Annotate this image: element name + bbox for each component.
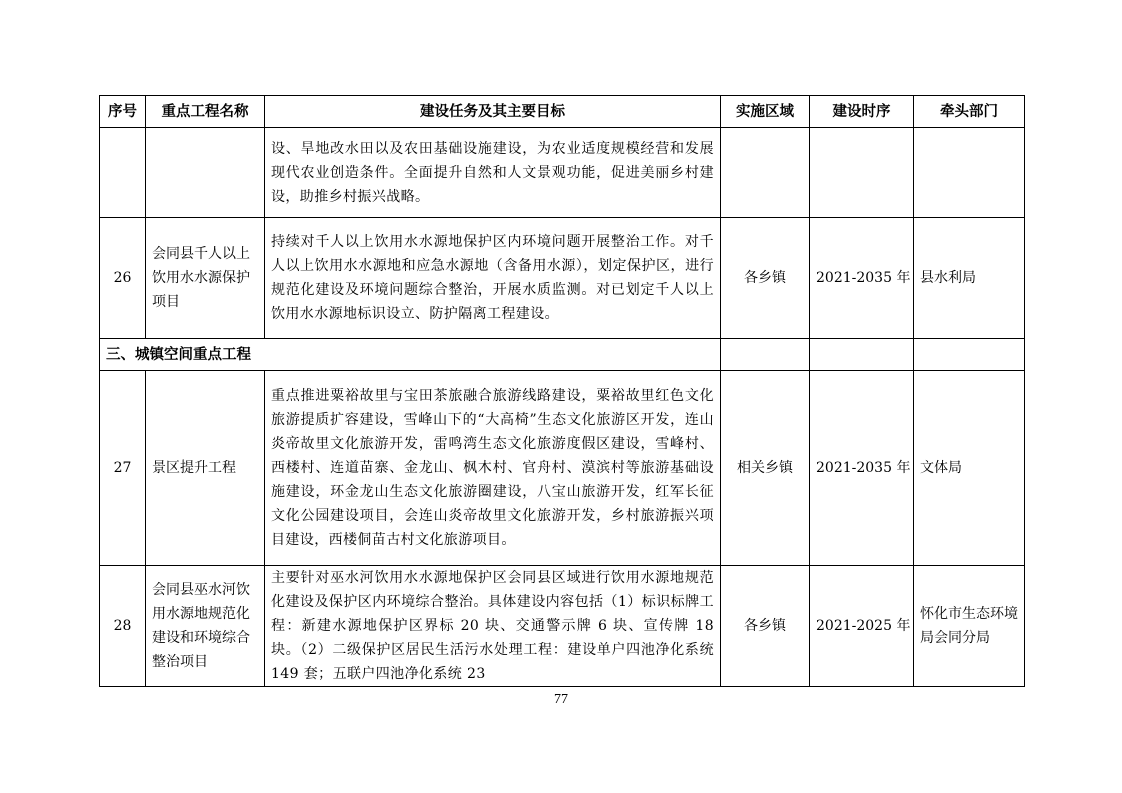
cell-task: 重点推进粟裕故里与宝田茶旅融合旅游线路建设，粟裕故里红色文化旅游提质扩容建设，雪峰山下的“大高椅”生态文化旅游区开发，连山炎帝故里文化旅游开发，雷鸣湾生态文化旅游度假区建设，雪峰村、西楼村、连道苗寨、金龙山、枫木村、官舟村、漠滨村等旅游基础设施建设，环金龙山生态文化旅游圈建设，八宝山旅游开发，红军长征文化公园建设项目，会连山炎帝故里文化旅游开发，乡村旅游振兴项目建设，西楼侗苗古村文化旅游项目。 — [265, 371, 721, 566]
cell-area: 各乡镇 — [721, 566, 810, 687]
table-header-row — [100, 96, 1025, 128]
section-row — [100, 339, 1025, 371]
cell-dept — [914, 128, 1025, 218]
cell-name: 会同县千人以上饮用水水源保护项目 — [146, 218, 265, 339]
project-table — [99, 95, 1025, 687]
cell-no — [100, 128, 146, 218]
table-row — [100, 371, 1025, 566]
cell-name: 景区提升工程 — [146, 371, 265, 566]
cell-name: 会同县巫水河饮用水源地规范化建设和环境综合整治项目 — [146, 566, 265, 687]
header-time: 建设时序 — [810, 96, 914, 128]
cell-task: 持续对千人以上饮用水水源地保护区内环境问题开展整治工作。对千人以上饮用水水源地和应急水源地（含备用水源），划定保护区，进行规范化建设及环境问题综合整治，开展水质监测。对已划定千人以上饮用水水源地标识设立、防护隔离工程建设。 — [265, 218, 721, 339]
section-empty-cell — [721, 339, 810, 371]
section-title: 三、城镇空间重点工程 — [100, 339, 721, 371]
page-number: 77 — [554, 692, 568, 707]
table-row — [100, 566, 1025, 687]
cell-no: 27 — [100, 371, 146, 566]
cell-time — [810, 128, 914, 218]
section-empty-cell — [914, 339, 1025, 371]
cell-time: 2021-2035 年 — [810, 218, 914, 339]
cell-name — [146, 128, 265, 218]
section-empty-cell — [810, 339, 914, 371]
table-row — [100, 128, 1025, 218]
cell-task: 设、旱地改水田以及农田基础设施建设，为农业适度规模经营和发展现代农业创造条件。全面提升自然和人文景观功能，促进美丽乡村建设，助推乡村振兴战略。 — [265, 128, 721, 218]
cell-time: 2021-2025 年 — [810, 566, 914, 687]
cell-no: 28 — [100, 566, 146, 687]
table-row — [100, 218, 1025, 339]
cell-area: 各乡镇 — [721, 218, 810, 339]
cell-task: 主要针对巫水河饮用水水源地保护区会同县区域进行饮用水源地规范化建设及保护区内环境综合整治。具体建设内容包括（1）标识标牌工程：新建水源地保护区界标 20 块、交通警示牌 6 块、宣传牌 18 块。（2）二级保护区居民生活污水处理工程：建设单户四池净化系统 149 套；五联户四池净化系统 23 — [265, 566, 721, 687]
cell-no: 26 — [100, 218, 146, 339]
cell-dept: 县水利局 — [914, 218, 1025, 339]
cell-area: 相关乡镇 — [721, 371, 810, 566]
header-area: 实施区域 — [721, 96, 810, 128]
header-no: 序号 — [100, 96, 146, 128]
header-task: 建设任务及其主要目标 — [265, 96, 721, 128]
cell-area — [721, 128, 810, 218]
header-dept: 牵头部门 — [914, 96, 1025, 128]
cell-dept: 怀化市生态环境局会同分局 — [914, 566, 1025, 687]
cell-time: 2021-2035 年 — [810, 371, 914, 566]
cell-dept: 文体局 — [914, 371, 1025, 566]
header-project-name: 重点工程名称 — [146, 96, 265, 128]
